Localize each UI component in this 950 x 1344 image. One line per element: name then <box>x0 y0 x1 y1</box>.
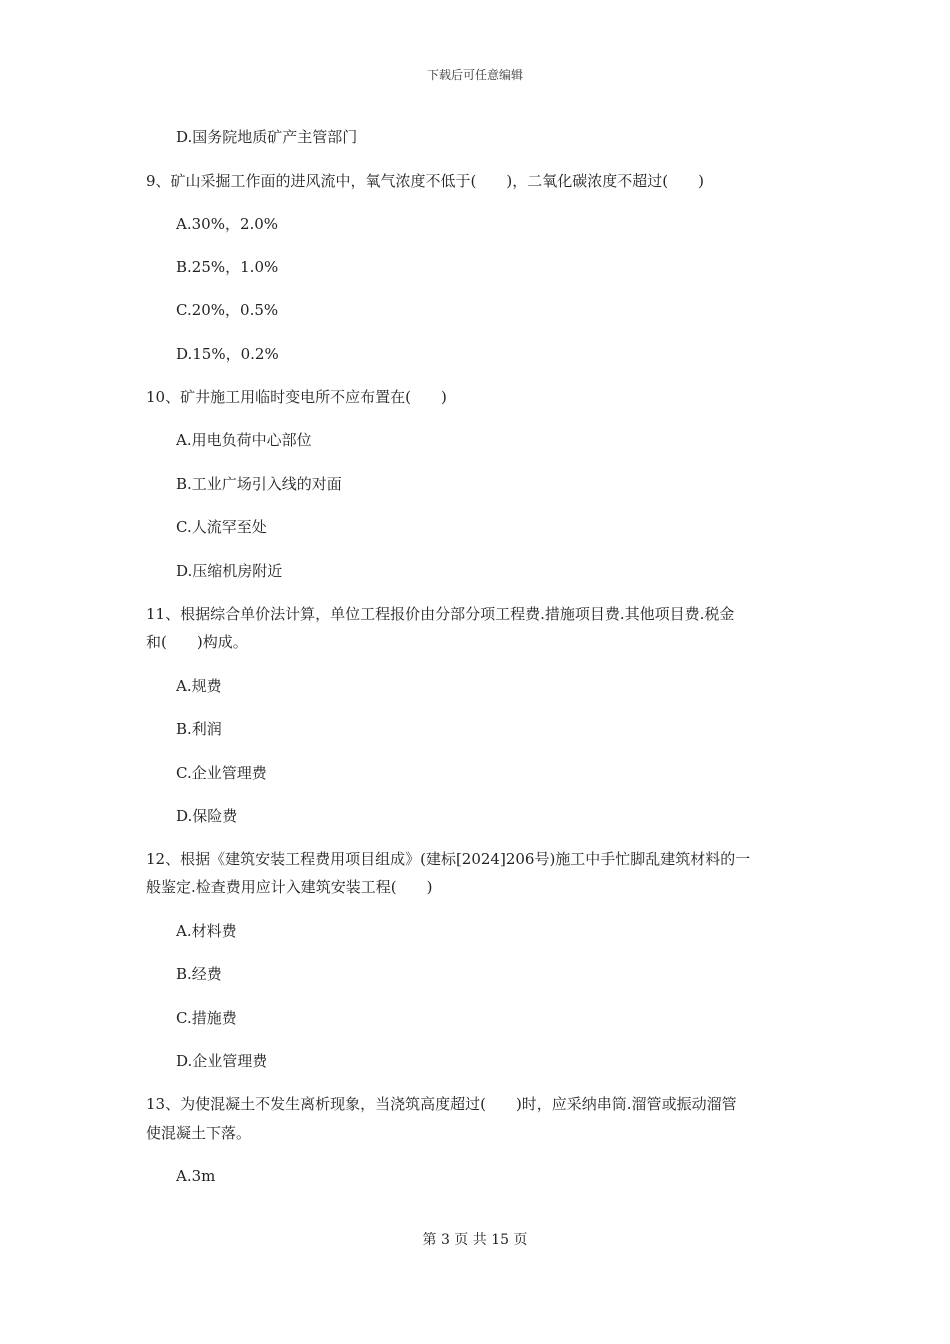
question-text: 和( )构成。 <box>146 633 248 651</box>
option-text: B.25%，1.0% <box>176 258 279 276</box>
option-text: C.人流罕至处 <box>176 518 267 536</box>
question-text: 13、为使混凝土不发生离析现象，当浇筑高度超过( )时，应采纳串筒.溜管或振动溜管 <box>146 1095 737 1113</box>
option-text: A.3m <box>176 1167 216 1185</box>
option-text: C.20%，0.5% <box>176 301 279 319</box>
question-text: 11、根据综合单价法计算，单位工程报价由分部分项工程费.措施项目费.其他项目费.税金 <box>146 605 735 623</box>
question-text: 12、根据《建筑安装工程费用项目组成》(建标[2024]206号)施工中手忙脚乱建筑材料的一 <box>146 850 751 868</box>
option-text: C.企业管理费 <box>176 764 267 782</box>
page-footer: 第 3 页 共 15 页 <box>422 1232 528 1248</box>
option-text: A.材料费 <box>176 922 237 940</box>
option-text: B.工业广场引入线的对面 <box>176 475 342 493</box>
option-text: D.国务院地质矿产主管部门 <box>176 128 358 146</box>
question-text: 10、矿井施工用临时变电所不应布置在( ) <box>146 388 447 406</box>
option-text: B.利润 <box>176 720 222 738</box>
option-text: D.企业管理费 <box>176 1052 268 1070</box>
question-text: 般鉴定.检查费用应计入建筑安装工程( ) <box>146 878 433 896</box>
option-text: A.30%，2.0% <box>176 215 279 233</box>
question-text: 使混凝土下落。 <box>146 1124 252 1142</box>
option-text: B.经费 <box>176 965 222 983</box>
option-text: A.用电负荷中心部位 <box>176 431 312 449</box>
option-text: D.15%，0.2% <box>176 345 279 363</box>
option-text: D.保险费 <box>176 807 238 825</box>
page-header: 下载后可任意编辑 <box>426 68 523 82</box>
option-text: C.措施费 <box>176 1009 237 1027</box>
question-text: 9、矿山采掘工作面的进风流中，氧气浓度不低于( )，二氧化碳浓度不超过( ) <box>146 172 704 190</box>
option-text: D.压缩机房附近 <box>176 562 283 580</box>
option-text: A.规费 <box>176 677 222 695</box>
